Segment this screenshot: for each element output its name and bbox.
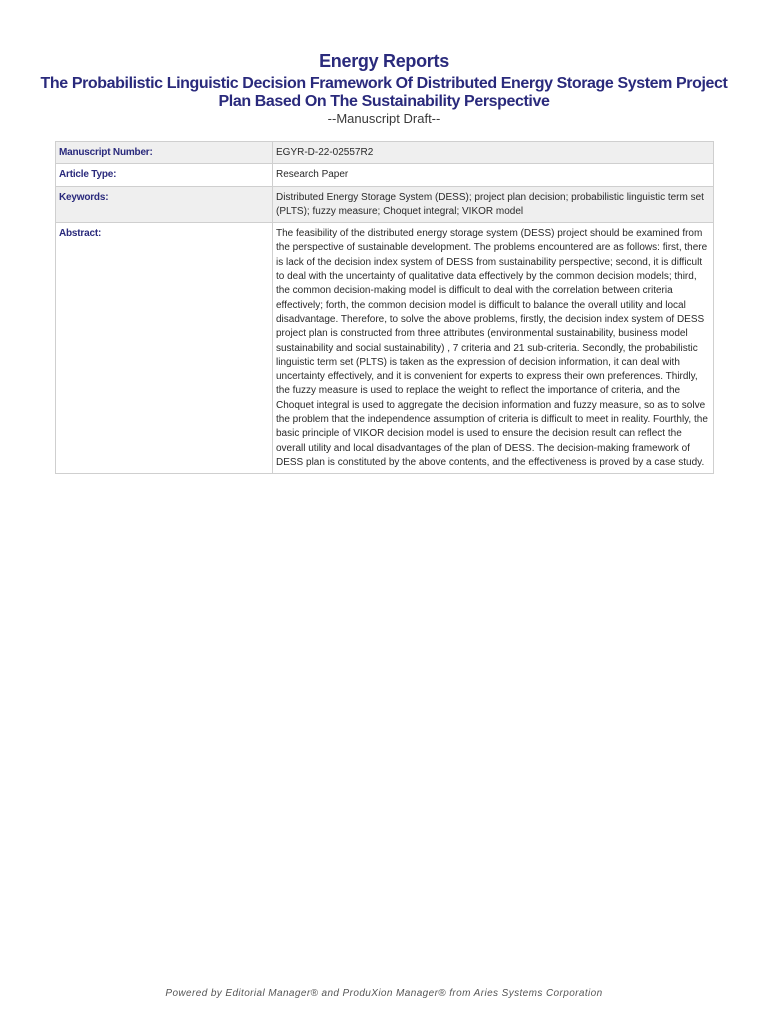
- footer-credit: Powered by Editorial Manager® and ProduXion Manager® from Aries Systems Corporation: [165, 988, 603, 999]
- manuscript-number-value: EGYR-D-22-02557R2: [273, 142, 714, 164]
- journal-name: Energy Reports: [319, 51, 449, 71]
- article-type-value: Research Paper: [273, 164, 714, 186]
- article-title: The Probabilistic Linguistic Decision Framework Of Distributed Energy Storage System Project Plan Based On The Sustainability Perspective: [40, 75, 728, 110]
- article-type-row: [56, 164, 714, 186]
- manuscript-draft-label: --Manuscript Draft--: [327, 111, 441, 126]
- manuscript-number-label: Manuscript Number:: [56, 142, 273, 164]
- article-type-label: Article Type:: [56, 164, 273, 186]
- keywords-value: Distributed Energy Storage System (DESS); project plan decision; probabilistic linguistic term set (PLTS); fuzzy measure; Choquet integral; VIKOR model: [273, 186, 714, 223]
- keywords-label: Keywords:: [56, 186, 273, 223]
- document-header: [0, 50, 768, 126]
- abstract-row: [56, 223, 714, 474]
- keywords-row: [56, 186, 714, 223]
- manuscript-details-table: [55, 141, 714, 474]
- abstract-label: Abstract:: [56, 223, 273, 474]
- manuscript-number-row: [56, 142, 714, 164]
- abstract-text: The feasibility of the distributed energy storage system (DESS) project should be examined from the perspective of sustainable development. The problems encountered are as follows: first, there is lack of the decision index system of DESS from sustainability perspective; second, it is difficult to deal with the uncertainty of qualitative data effectively by the common decision models; third, the common decision-making model is difficult to deal with the correlation between criteria effectively; forth, the common decision model is difficult to balance the overall utility and local disadvantage. Therefore, to solve the above problems, firstly, the decision index system of DESS project plan is constructed from three attributes (environmental sustainability, business model sustainability and social sustainability) , 7 criteria and 21 sub-criteria. Secondly, the probabilistic linguistic term set (PLTS) is taken as the expression of decision information, it can deal with uncertainty effectively, and it is convenient for experts to express their own preferences. Thirdly, the fuzzy measure is used to replace the weight to reflect the importance of criteria, and the Choquet integral is used to aggregate the decision information and fuzzy measure, so as to solve the problem that the independence assumption of criteria is difficult to meet in reality. Fourthly, the basic principle of VIKOR decision model is used to ensure the decision result can reflect the overall utility and local disadvantages of the plan of DESS. The decision-making framework of DESS plan is constituted by the above contents, and the effectiveness is proved by a case study.: [273, 223, 714, 474]
